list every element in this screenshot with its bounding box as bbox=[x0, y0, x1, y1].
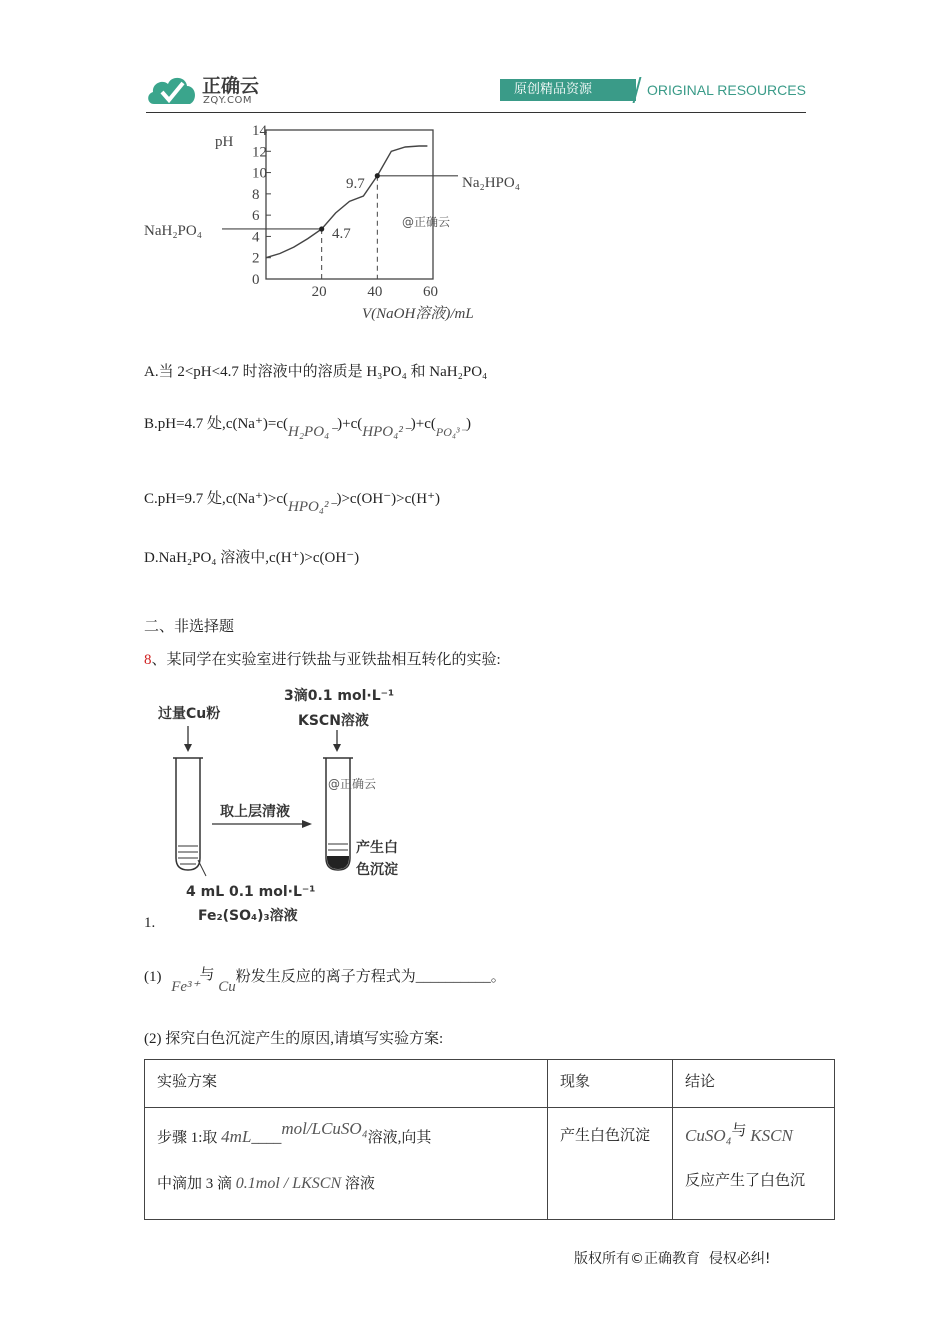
plan-line2-b: 0.1mol / LKSCN bbox=[235, 1175, 342, 1192]
plot-frame bbox=[266, 130, 433, 279]
plan-step-a: 步骤 1:取 bbox=[157, 1130, 218, 1146]
y-tick-label: 10 bbox=[252, 165, 267, 182]
point-9-7 bbox=[375, 173, 380, 178]
option-c-ion: HPO₄²⁻ bbox=[287, 499, 337, 515]
x-axis-label: V(NaOH溶液)/mL bbox=[362, 306, 474, 322]
table-header-row bbox=[145, 1060, 835, 1108]
footer-copyright: 版权所有©正确教育 侵权必纠! bbox=[574, 1251, 771, 1267]
plan-line-1 bbox=[157, 1119, 535, 1151]
banner-cn: 原创精品资源 bbox=[500, 79, 636, 101]
point-label-9-7: 9.7 bbox=[346, 176, 365, 192]
question-number: 8 bbox=[144, 652, 152, 668]
sub-question-2: (2) 探究白色沉淀产生的原因,请填写实验方案: bbox=[144, 1031, 444, 1047]
solution-label-2: Fe₂(SO₄)₃溶液 bbox=[198, 908, 298, 924]
option-c bbox=[144, 489, 440, 515]
option-b-expr1: c(Na⁺)=c( bbox=[225, 416, 288, 432]
plan-line2-c: 溶液 bbox=[344, 1176, 375, 1192]
option-b-end: ) bbox=[465, 416, 471, 432]
option-b-ion2: HPO₄²⁻ bbox=[362, 424, 411, 440]
logo bbox=[146, 70, 198, 110]
pointer-line bbox=[198, 860, 206, 876]
label-cu-powder: 过量Cu粉 bbox=[158, 706, 221, 722]
solution-lines-2 bbox=[328, 844, 348, 850]
label-nah2po4: NaH₂PO₄ bbox=[144, 223, 202, 239]
brand-site: ZQY.COM bbox=[203, 95, 252, 106]
plan-line2-a: 中滴加 3 滴 bbox=[157, 1176, 233, 1192]
sub1-fe-ion: Fe³⁺ bbox=[171, 979, 200, 995]
conclusion-kscn: KSCN bbox=[750, 1126, 793, 1145]
y-tick-label: 4 bbox=[252, 229, 260, 246]
label-kscn-2: KSCN溶液 bbox=[298, 713, 369, 729]
sub1-label: (1) bbox=[144, 969, 162, 985]
sub-question-1 bbox=[144, 967, 506, 995]
sub1-rest: 粉发生反应的离子方程式为__________。 bbox=[235, 969, 506, 985]
option-b-ion1: H₂PO₄⁻ bbox=[287, 424, 338, 440]
result-text-2: 色沉淀 bbox=[356, 862, 398, 878]
option-c-expr2: )>c(OH⁻)>c(H⁺) bbox=[336, 491, 440, 507]
plan-step-b: 溶液,向其 bbox=[367, 1130, 432, 1146]
sub-number: 1. bbox=[144, 915, 156, 931]
lab-figure bbox=[150, 686, 420, 924]
option-b-prefix: B.pH=4.7 处, bbox=[144, 416, 226, 432]
logo-cloud-icon bbox=[146, 70, 198, 110]
header-divider bbox=[146, 112, 806, 113]
label-na2hpo4: Na₂HPO₄ bbox=[462, 175, 520, 191]
table-row bbox=[145, 1108, 835, 1220]
conclusion-line-1 bbox=[685, 1122, 822, 1151]
ph-chart bbox=[140, 122, 560, 332]
test-tube-2 bbox=[326, 758, 350, 870]
y-axis-label: pH bbox=[215, 134, 234, 150]
option-b-mid2: )+c( bbox=[410, 416, 436, 432]
header-phenomenon: 现象 bbox=[548, 1060, 673, 1108]
arrow-kscn-head bbox=[333, 744, 341, 752]
y-tick-label: 12 bbox=[252, 144, 267, 161]
option-c-expr1: c(Na⁺)>c( bbox=[225, 491, 288, 507]
option-d: D.NaH₂PO₄ 溶液中,c(H⁺)>c(OH⁻) bbox=[144, 550, 360, 566]
conclusion-line-2: 反应产生了白色沉 bbox=[685, 1173, 806, 1189]
experiment-table bbox=[144, 1059, 835, 1220]
option-b bbox=[144, 414, 471, 440]
arrow-text: 取上层清液 bbox=[220, 804, 290, 820]
conclusion-cuso4: CuSO₄ bbox=[685, 1126, 732, 1145]
point-4-7 bbox=[319, 226, 324, 231]
x-tick-label: 60 bbox=[423, 284, 438, 300]
x-tick-label: 20 bbox=[311, 284, 327, 300]
transfer-arrow-head bbox=[302, 820, 312, 828]
section-heading: 二、非选择题 bbox=[144, 619, 235, 635]
chart-watermark: @正确云 bbox=[402, 215, 451, 229]
header-conclusion: 结论 bbox=[673, 1060, 835, 1108]
y-tick-label: 0 bbox=[252, 272, 260, 288]
figure-watermark: @正确云 bbox=[328, 777, 377, 791]
banner-en: ORIGINAL RESOURCES bbox=[647, 82, 806, 98]
plan-blank[interactable]: ____ bbox=[251, 1130, 282, 1146]
arrow-cu-head bbox=[184, 744, 192, 752]
plan-unit: mol/LCuSO₄ bbox=[281, 1119, 368, 1138]
sub1-with: 与 bbox=[199, 967, 215, 983]
question-8 bbox=[144, 650, 501, 670]
solution-lines-1 bbox=[178, 846, 198, 864]
test-tube-1 bbox=[176, 758, 200, 870]
point-label-4-7: 4.7 bbox=[332, 226, 351, 242]
conclusion-with: 与 bbox=[731, 1123, 747, 1139]
y-tick-label: 6 bbox=[252, 208, 260, 225]
cell-plan bbox=[145, 1108, 548, 1220]
sub1-cu: Cu bbox=[218, 979, 236, 995]
label-kscn-1: 3滴0.1 mol·L⁻¹ bbox=[284, 688, 395, 704]
y-tick-label: 2 bbox=[252, 250, 260, 267]
x-tick-label: 40 bbox=[367, 284, 383, 300]
option-b-mid1: )+c( bbox=[337, 416, 363, 432]
header-plan: 实验方案 bbox=[145, 1060, 548, 1108]
plan-line-2 bbox=[157, 1171, 535, 1197]
white-precipitate bbox=[327, 856, 349, 869]
option-b-ion3: PO₄³⁻ bbox=[435, 425, 466, 439]
brand-name: 正确云 bbox=[202, 75, 260, 97]
cell-conclusion bbox=[673, 1108, 835, 1220]
option-c-prefix: C.pH=9.7 处, bbox=[144, 491, 226, 507]
cell-phenomenon: 产生白色沉淀 bbox=[548, 1108, 673, 1220]
y-tick-label: 8 bbox=[252, 186, 260, 203]
question-text: 、某同学在实验室进行铁盐与亚铁盐相互转化的实验: bbox=[151, 652, 501, 668]
plan-amount: 4mL bbox=[221, 1127, 252, 1146]
solution-label-1: 4 mL 0.1 mol·L⁻¹ bbox=[186, 884, 316, 900]
y-tick-label: 14 bbox=[252, 123, 267, 139]
option-a: A.当 2<pH<4.7 时溶液中的溶质是 H₃PO₄ 和 NaH₂PO₄ bbox=[144, 364, 488, 380]
result-text-1: 产生白 bbox=[356, 840, 398, 856]
